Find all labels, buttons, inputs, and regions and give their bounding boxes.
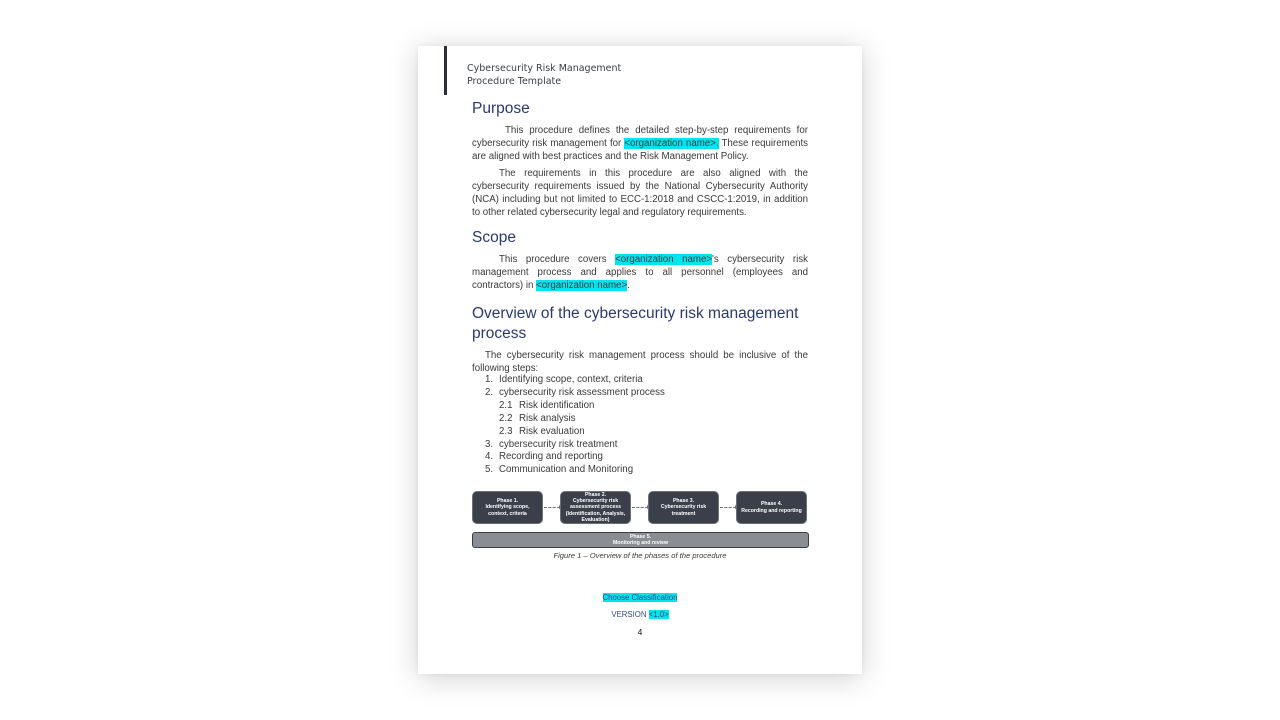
step-number: 2.2 (499, 412, 513, 424)
scope-heading: Scope (472, 229, 516, 246)
step-number: 4. (485, 451, 494, 463)
step-text: cybersecurity risk assessment process (499, 386, 665, 398)
phase-title: Phase 5. (629, 534, 652, 540)
step-text: Identifying scope, context, criteria (499, 374, 643, 385)
classification-field[interactable] (418, 593, 862, 602)
phase-body: Cybersecurity risk treatment (660, 504, 707, 517)
organization-name-placeholder: <organization name> (615, 254, 713, 265)
document-page (418, 46, 862, 674)
phases-diagram (472, 490, 809, 550)
phase-2-box (560, 491, 631, 524)
list-item (472, 426, 808, 439)
arrow-icon (544, 507, 560, 508)
purpose-p1-text-end: These requirements are aligned with best practices and the Risk Management Policy. (472, 138, 809, 162)
step-text: Recording and reporting (499, 451, 603, 463)
list-item (472, 387, 808, 400)
purpose-paragraph-2: The requirements in this procedure are also aligned with the cybersecurity requirements issued by the National Cybersecurity Authority (NCA) including but not limited to ECC-1:2018 and CSCC-1:2019, in addition to other related cybersecurity legal and regulatory requirements. (472, 168, 808, 218)
list-item (472, 451, 808, 464)
phase-body: Recording and reporting (741, 507, 802, 514)
header-accent-bar (444, 46, 447, 95)
process-steps-list (472, 374, 808, 477)
phase-body: Cybersecurity risk assessment process (Identification, Analysis, Evaluation) (565, 498, 626, 523)
organization-name-placeholder: <organization name> (536, 280, 628, 291)
phase-title: Phase 3. (672, 498, 695, 505)
step-text: Communication and Monitoring (499, 464, 634, 476)
step-text: Risk evaluation (519, 425, 585, 437)
purpose-paragraph-1 (472, 124, 808, 163)
version-line (418, 610, 862, 619)
phase-title: Phase 1. (496, 498, 519, 505)
list-item (472, 413, 808, 426)
arrow-icon (720, 507, 736, 508)
classification-placeholder[interactable]: Choose Classification (602, 593, 678, 602)
step-text: Risk identification (519, 399, 595, 411)
step-text: cybersecurity risk treatment (499, 438, 618, 450)
phase-5-bar (472, 532, 809, 548)
purpose-p1-text: This procedure defines the detailed step-by-step requirements for cybersecurity risk management for (472, 125, 808, 149)
phase-3-box (648, 491, 719, 524)
list-item (472, 400, 808, 413)
phase-4-box (736, 491, 807, 524)
figure-caption: Figure 1 – Overview of the phases of the procedure (553, 551, 727, 560)
list-item (472, 439, 808, 452)
step-number: 2.1 (499, 399, 513, 411)
page-number: 4 (637, 627, 643, 637)
phase-title: Phase 2. (584, 492, 607, 499)
step-number: 1. (485, 374, 494, 385)
step-number: 3. (485, 438, 494, 450)
document-header-title: Cybersecurity Risk Management Procedure Template (467, 63, 622, 87)
purpose-heading: Purpose (472, 100, 530, 117)
scope-text-middle: 's cybersecurity risk management process and applies to all personnel (employees and contractors) in (472, 254, 808, 291)
arrow-icon (632, 507, 648, 508)
phase-body: Monitoring and review (612, 540, 669, 546)
overview-intro: The cybersecurity risk management process should be inclusive of the following steps: (472, 350, 808, 374)
version-label: VERSION (611, 610, 649, 619)
scope-text-end: . (627, 280, 630, 291)
phase-1-box (472, 491, 543, 524)
version-value: <1.0> (648, 610, 669, 619)
list-item (472, 464, 808, 477)
step-number: 2. (485, 386, 494, 398)
list-item (472, 374, 808, 387)
step-text: Risk analysis (519, 412, 576, 424)
step-number: 5. (485, 464, 494, 476)
overview-heading: Overview of the cybersecurity risk management process (472, 305, 799, 342)
phase-title: Phase 4. (760, 501, 783, 508)
phase-body: Identifying scope, context, criteria (485, 504, 530, 517)
step-number: 2.3 (499, 425, 513, 437)
scope-text: This procedure covers (499, 254, 616, 265)
organization-name-placeholder: <organization name>. (624, 138, 719, 149)
scope-paragraph (472, 253, 808, 292)
